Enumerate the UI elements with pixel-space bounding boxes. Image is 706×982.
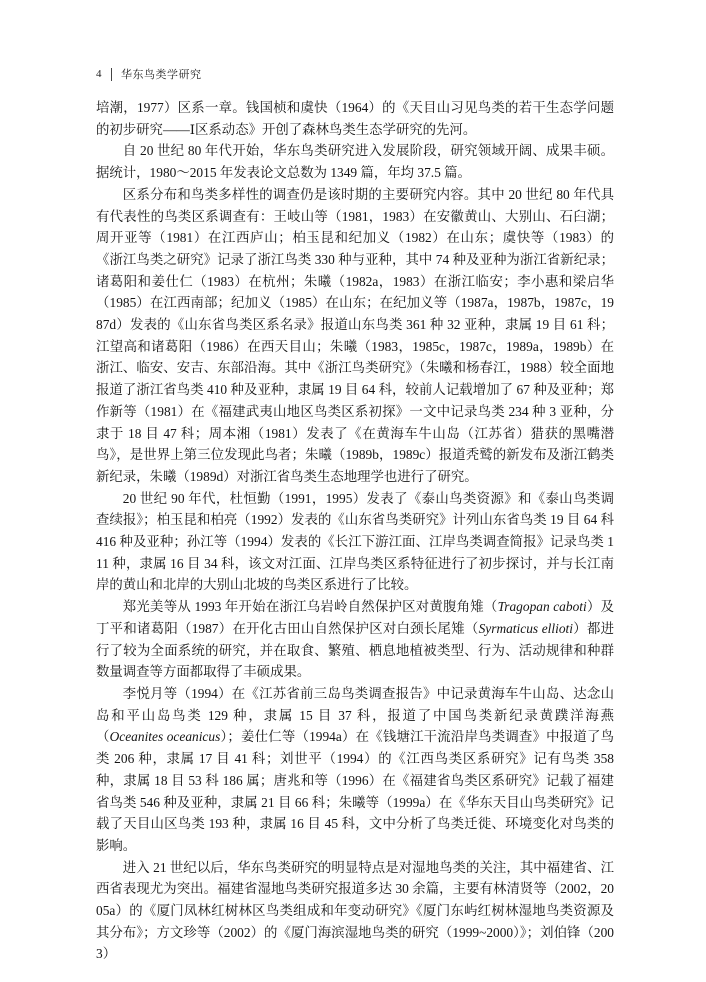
text-run: 20 世纪 90 年代，杜恒勤（1991，1995）发表了《泰山鸟类资源》和《泰山鸟类调查续报》；柏玉昆和柏亮（1992）发表的《山东省鸟类研究》计列山东省鸟类 19 目 64 科 416 种及亚种；孙江等（1994）发表的《长江下游江面、江岸鸟类调查简报》记录鸟类 111 种，隶属 16 目 34 科，该文对江面、江岸鸟类区系特征进行了初步探讨，并与长江南岸的黄山和北岸的大别山北坡的鸟类区系进行了比较。 xyxy=(96,490,614,593)
body-text xyxy=(96,97,614,965)
paragraph xyxy=(96,97,614,140)
paragraph xyxy=(96,857,614,966)
text-run: 郑光美等从 1993 年开始在浙江乌岩岭自然保护区对黄腹角雉（ xyxy=(122,599,498,615)
page-header xyxy=(96,66,202,82)
text-run: ）；姜仕仁等（1994a）在《钱塘江干流沿岸鸟类调查》中报道了鸟类 206 种，隶属 17 目 41 科；刘世平（1994）的《江西鸟类区系研究》记有鸟类 358 种，隶属 18 目 53 科 186 属；唐兆和等（1996）在《福建省鸟类区系研究》记载了福建省鸟类 546 种及亚种，隶属 21 目 66 科；朱曦等（1999a）在《华东天目山鸟类研究》记载了天目山区鸟类 193 种，隶属 16 目 45 科，文中分析了鸟类迁徙、环境变化对鸟类的影响。 xyxy=(96,729,615,853)
text-run: 李悦月等（1994）在《江苏省前三岛鸟类调查报告》中记录黄海车牛山岛、达念山岛和平山岛鸟类 129 种，隶属 15 目 37 科，报道了中国鸟类新纪录黄蹼洋海燕（ xyxy=(96,685,614,745)
text-run: 自 20 世纪 80 年代开始，华东鸟类研究进入发展阶段，研究领域开阔、成果丰硕。据统计，1980～2015 年发表论文总数为 1349 篇，年均 37.5 篇。 xyxy=(96,143,614,181)
running-title: 华东鸟类学研究 xyxy=(121,69,202,81)
text-run: ）及丁平和诸葛阳（1987）在开化古田山自然保护区对白颈长尾雉（ xyxy=(96,599,614,636)
header-divider xyxy=(111,68,112,81)
species-latin-name: Tragopan caboti xyxy=(497,599,587,615)
page-number: 4 xyxy=(96,68,102,80)
paragraph xyxy=(96,488,614,597)
paragraph xyxy=(96,596,614,683)
paragraph xyxy=(96,140,614,183)
text-run: 培潮，1977）区系一章。钱国桢和虞快（1964）的《天目山习见鸟类的若干生态学问题的初步研究——Ⅰ区系动态》开创了森林鸟类生态学研究的先河。 xyxy=(96,100,614,137)
paragraph xyxy=(96,184,614,488)
text-run: 进入 21 世纪以后，华东鸟类研究的明显特点是对湿地鸟类的关注，其中福建省、江西省表现尤为突出。福建省湿地鸟类研究报道多达 30 余篇，主要有林清贤等（2002，2005a）的《厦门凤林红树林区鸟类组成和年变动研究》《厦门东屿红树林湿地鸟类资源及其分布》；方文珍等（2002）的《厦门海滨湿地鸟类的研究（1999~2000）》；刘伯锋（2003） xyxy=(96,859,614,962)
text-run: 区系分布和鸟类多样性的调查仍是该时期的主要研究内容。其中 20 世纪 80 年代具有代表性的鸟类区系调查有：王岐山等（1981，1983）在安徽黄山、大别山、石臼湖；周开亚等（1981）在江西庐山；柏玉昆和纪加义（1982）在山东；虞快等（1983）的《浙江鸟类之研究》记录了浙江鸟类 330 种与亚种，其中 74 种及亚种为浙江省新纪录；诸葛阳和姜仕仁（1983）在杭州；朱曦（1982a，1983）在浙江临安；李小惠和梁启华（1985）在江西南部；纪加义（1985）在山东；在纪加义等（1987a，1987b，1987c，1987d）发表的《山东省鸟类区系名录》报道山东鸟类 361 种 32 亚种，隶属 19 目 61 科；江望高和诸葛阳（1986）在西天目山；朱曦（1983，1985c，1987c，1989a，1989b）在浙江、临安、安吉、东部沿海。其中《浙江鸟类研究》（朱曦和杨春江，1988）较全面地报道了浙江省鸟类 410 种及亚种，隶属 19 目 64 科，较前人记载增加了 67 种及亚种；郑作新等（1981）在《福建武夷山地区鸟类区系初探》一文中记录鸟类 234 种 3 亚种，分隶于 18 目 47 科；周本湘（1981）发表了《在黄海车牛山岛（江苏省）猎获的黑嘴潜鸟》，是世界上第三位发现此鸟者；朱曦（1989b，1989c）报道秃鹫的新发布及浙江鹤类新纪录，朱曦（1989d）对浙江省鸟类生态地理学也进行了研究。 xyxy=(96,186,614,484)
paragraph xyxy=(96,683,614,857)
species-latin-name: Oceanites oceanicus xyxy=(109,729,221,745)
species-latin-name: Syrmaticus ellioti xyxy=(478,620,573,636)
text-run: ）都进行了较为全面系统的研究，并在取食、繁殖、栖息地植被类型、行为、活动规律和种群数量调查等方面都取得了丰硕成果。 xyxy=(96,620,615,680)
